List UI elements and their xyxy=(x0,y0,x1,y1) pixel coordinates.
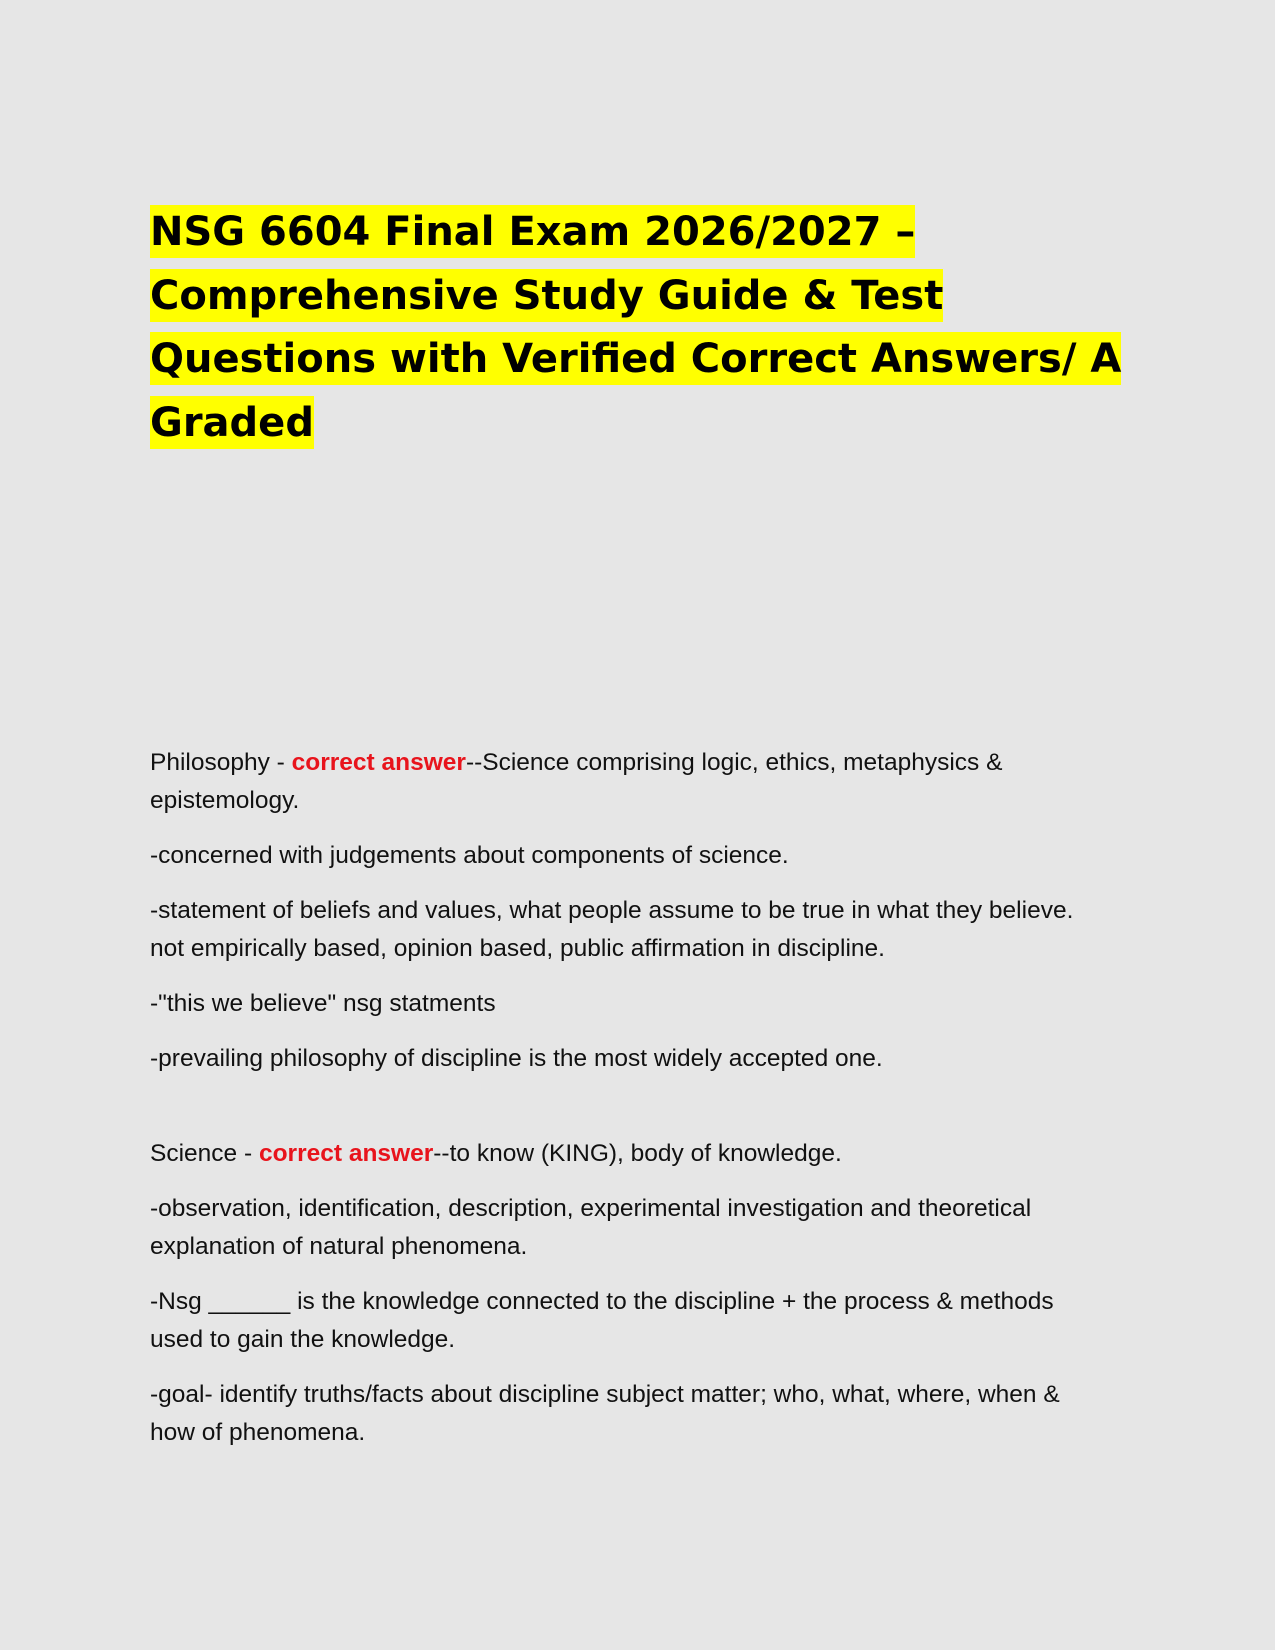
note-philosophy-3: -"this we believe" nsg statments xyxy=(150,990,496,1017)
correct-answer-label: correct answer xyxy=(291,749,466,776)
note-philosophy-2: -statement of beliefs and values, what people assume to be true in what they believe. not empirically based, opinion based, public affirmation in discipline. xyxy=(150,897,1074,962)
term-philosophy: Philosophy xyxy=(150,749,270,776)
note-science-1: -observation, identification, description, experimental investigation and theoretical explanation of natural phenomena. xyxy=(150,1195,1032,1260)
term-separator: - xyxy=(269,749,292,776)
document-title xyxy=(150,201,1130,455)
definition-science: --to know (KING), body of knowledge. xyxy=(433,1140,842,1167)
note-science-3: -goal- identify truths/facts about discipline subject matter; who, what, where, when & how of phenomena. xyxy=(150,1381,1060,1446)
note-science-2: -Nsg ______ is the knowledge connected to the discipline + the process & methods used to gain the knowledge. xyxy=(150,1288,1054,1353)
entry-science xyxy=(150,1135,1090,1173)
title-highlight: NSG 6604 Final Exam 2026/2027 – Comprehensive Study Guide & Test Questions with Verified Correct Answers/ A Graded xyxy=(150,205,1121,449)
document-body xyxy=(150,744,1090,1469)
correct-answer-label: correct answer xyxy=(258,1140,434,1167)
term-science: Science xyxy=(150,1140,238,1167)
note-philosophy-1: -concerned with judgements about components of science. xyxy=(150,842,789,869)
definition-philosophy: --Science comprising logic, ethics, metaphysics & epistemology. xyxy=(150,749,1003,814)
term-separator: - xyxy=(237,1140,259,1167)
note-philosophy-4: -prevailing philosophy of discipline is the most widely accepted one. xyxy=(150,1045,883,1072)
entry-philosophy xyxy=(150,744,1090,820)
